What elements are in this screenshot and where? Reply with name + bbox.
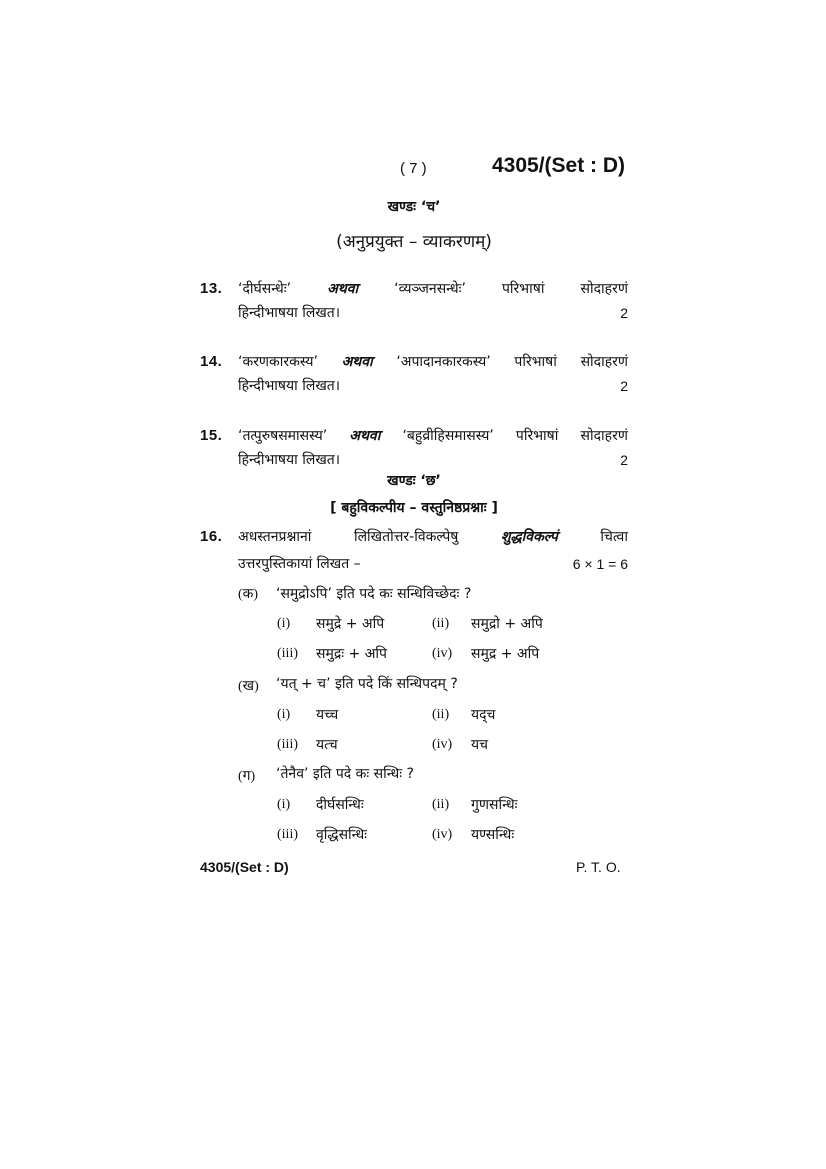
word-2: लिखितोत्तर-विकल्पेषु	[353, 529, 459, 545]
option-number: (iv)	[432, 646, 453, 661]
or-word: अथवा	[341, 354, 373, 370]
term-b: ‘बहुव्रीहिसमासस्य’	[402, 428, 494, 444]
footer-pto: P. T. O.	[576, 859, 621, 875]
part-question-ga: ‘तेनैव’ इति पदे कः सन्धिः ?	[276, 766, 414, 782]
instruction-text: हिन्दीभाषया लिखत।	[238, 452, 341, 468]
word-1: अधस्तनप्रश्नानां	[238, 529, 312, 545]
word-definition: परिभाषां	[514, 354, 557, 370]
option-text: समुद्रः + अपि	[316, 646, 388, 662]
section-title-chh: खण्डः ‘छ’	[387, 473, 441, 489]
option-number: (i)	[277, 707, 291, 722]
question-line-2	[238, 448, 628, 472]
question-line-2	[238, 552, 628, 576]
word-definition: परिभाषां	[501, 281, 545, 297]
term-a: ‘करणकारकस्य’	[238, 354, 318, 370]
or-word: अथवा	[327, 281, 359, 297]
option-text: यच्च	[316, 707, 339, 723]
option-number: (iii)	[277, 646, 298, 661]
option-text: यण्सन्धिः	[471, 827, 515, 843]
term-a: ‘तत्पुरुषसमासस्य’	[238, 428, 328, 444]
page-number: ( 7 )	[400, 160, 427, 177]
part-label-ga: (ग)	[238, 769, 256, 784]
option-number: (ii)	[432, 616, 450, 631]
question-15	[200, 424, 628, 474]
option-number: (iv)	[432, 827, 453, 842]
part-label-kha: (ख)	[238, 679, 259, 694]
question-line-1	[238, 525, 628, 549]
marks: 2	[620, 378, 628, 394]
word-with-example: सोदाहरणं	[580, 428, 628, 444]
option-text: समुद्रे + अपि	[316, 616, 385, 632]
term-b: ‘अपादानकारकस्य’	[396, 354, 491, 370]
paper-code: 4305/(Set : D)	[492, 154, 626, 177]
question-number: 14.	[200, 353, 223, 370]
option-text: समुद्रो + अपि	[471, 616, 543, 632]
word-4: चित्वा	[600, 529, 628, 545]
question-line-2	[238, 301, 628, 325]
marks: 6 × 1 = 6	[572, 556, 628, 572]
option-text: यत्च	[316, 737, 338, 753]
term-a: ‘दीर्घसन्धेः’	[238, 281, 292, 297]
instruction-text: हिन्दीभाषया लिखत।	[238, 378, 341, 394]
word-with-example: सोदाहरणं	[580, 354, 628, 370]
word-with-example: सोदाहरणं	[580, 281, 628, 297]
term-b: ‘व्यञ्जनसन्धेः’	[394, 281, 466, 297]
option-number: (ii)	[432, 707, 450, 722]
option-text: गुणसन्धिः	[471, 797, 518, 813]
question-16	[200, 525, 628, 575]
instruction-text: उत्तरपुस्तिकायां लिखत –	[238, 556, 361, 572]
footer-paper-code: 4305/(Set : D)	[200, 859, 289, 875]
section-subtitle-chh: [ बहुविकल्पीय – वस्तुनिष्ठप्रश्नाः ]	[330, 500, 498, 516]
option-number: (iii)	[277, 737, 298, 752]
option-text: यद्च	[471, 707, 496, 723]
option-text: दीर्घसन्धिः	[316, 797, 364, 813]
question-number: 15.	[200, 427, 223, 444]
question-line-2	[238, 374, 628, 398]
option-number: (iii)	[277, 827, 298, 842]
question-number: 16.	[200, 528, 223, 545]
option-number: (i)	[277, 616, 291, 631]
instruction-text: हिन्दीभाषया लिखत।	[238, 305, 341, 321]
word-3-emphasis: शुद्धविकल्पं	[500, 529, 558, 545]
option-number: (ii)	[432, 797, 450, 812]
question-line-1	[238, 277, 628, 301]
section-subtitle-ch: (अनुप्रयुक्त – व्याकरणम्)	[336, 232, 492, 252]
question-line-1	[238, 424, 628, 448]
option-text: यच	[471, 737, 489, 753]
question-number: 13.	[200, 280, 223, 297]
option-number: (iv)	[432, 737, 453, 752]
section-title-ch: खण्डः ‘च’	[387, 199, 441, 215]
part-question-ka: ‘समुद्रोऽपि’ इति पदे कः सन्धिविच्छेदः ?	[276, 586, 472, 602]
part-question-kha: ‘यत् + च’ इति पदे किं सन्धिपदम् ?	[276, 676, 458, 692]
or-word: अथवा	[349, 428, 381, 444]
question-13	[200, 277, 628, 327]
question-line-1	[238, 350, 628, 374]
marks: 2	[620, 305, 628, 321]
option-text: वृद्धिसन्धिः	[316, 827, 368, 843]
option-text: समुद्र + अपि	[471, 646, 540, 662]
part-label-ka: (क)	[238, 587, 259, 602]
option-number: (i)	[277, 797, 291, 812]
marks: 2	[620, 452, 628, 468]
word-definition: परिभाषां	[515, 428, 559, 444]
question-14	[200, 350, 628, 400]
